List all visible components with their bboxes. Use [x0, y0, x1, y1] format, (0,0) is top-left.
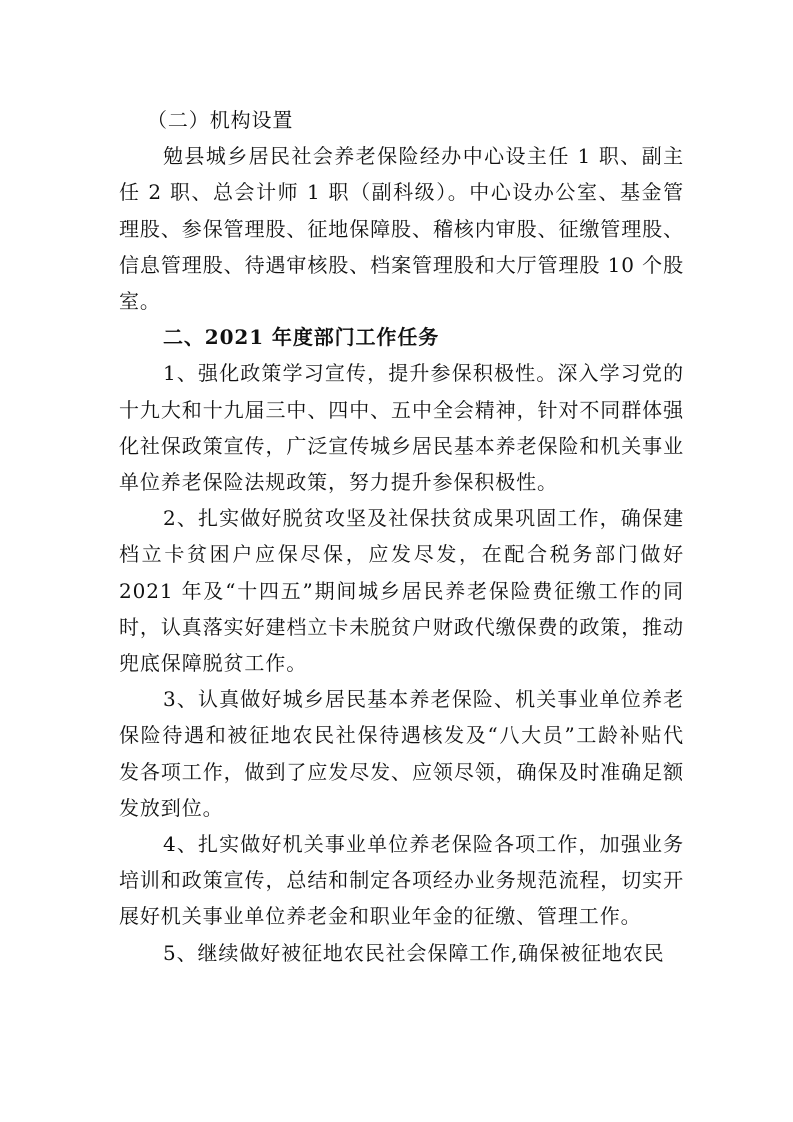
- body-paragraph: 2、扎实做好脱贫攻坚及社保扶贫成果巩固工作，确保建档立卡贫困户应保尽保，应发尽发，在配合税务部门做好 2021 年及“十四五”期间城乡居民养老保险费征缴工作的同时，认真落实好建档立卡未脱贫户财政代缴保费的政策，推动兜底保障脱贫工作。: [119, 506, 684, 676]
- body-paragraph: 勉县城乡居民社会养老保险经办中心设主任 1 职、副主任 2 职、总会计师 1 职（副科级）。中心设办公室、基金管理股、参保管理股、征地保障股、稽核内审股、征缴管理股、信息管理股、待遇审核股、档案管理股和大厅管理股 10 个股室。: [119, 144, 684, 314]
- body-paragraph: 4、扎实做好机关事业单位养老保险各项工作，加强业务培训和政策宣传，总结和制定各项经办业务规范流程，切实开展好机关事业单位养老金和职业年金的征缴、管理工作。: [119, 832, 684, 929]
- body-paragraph: 5、继续做好被征地农民社会保障工作,确保被征地农民: [163, 940, 665, 965]
- section-subheading: （二）机构设置: [147, 108, 294, 132]
- body-paragraph: 3、认真做好城乡居民基本养老保险、机关事业单位养老保险待遇和被征地农民社保待遇核发及“八大员”工龄补贴代发各项工作，做到了应发尽发、应领尽领，确保及时准确足额发放到位。: [119, 687, 684, 820]
- body-paragraph: 1、强化政策学习宣传，提升参保积极性。深入学习党的十九大和十九届三中、四中、五中全会精神，针对不同群体强化社保政策宣传，广泛宣传城乡居民基本养老保险和机关事业单位养老保险法规政策，努力提升参保积极性。: [119, 361, 684, 495]
- document-body: [119, 102, 684, 971]
- section-heading: 二、2021 年度部门工作任务: [163, 325, 440, 350]
